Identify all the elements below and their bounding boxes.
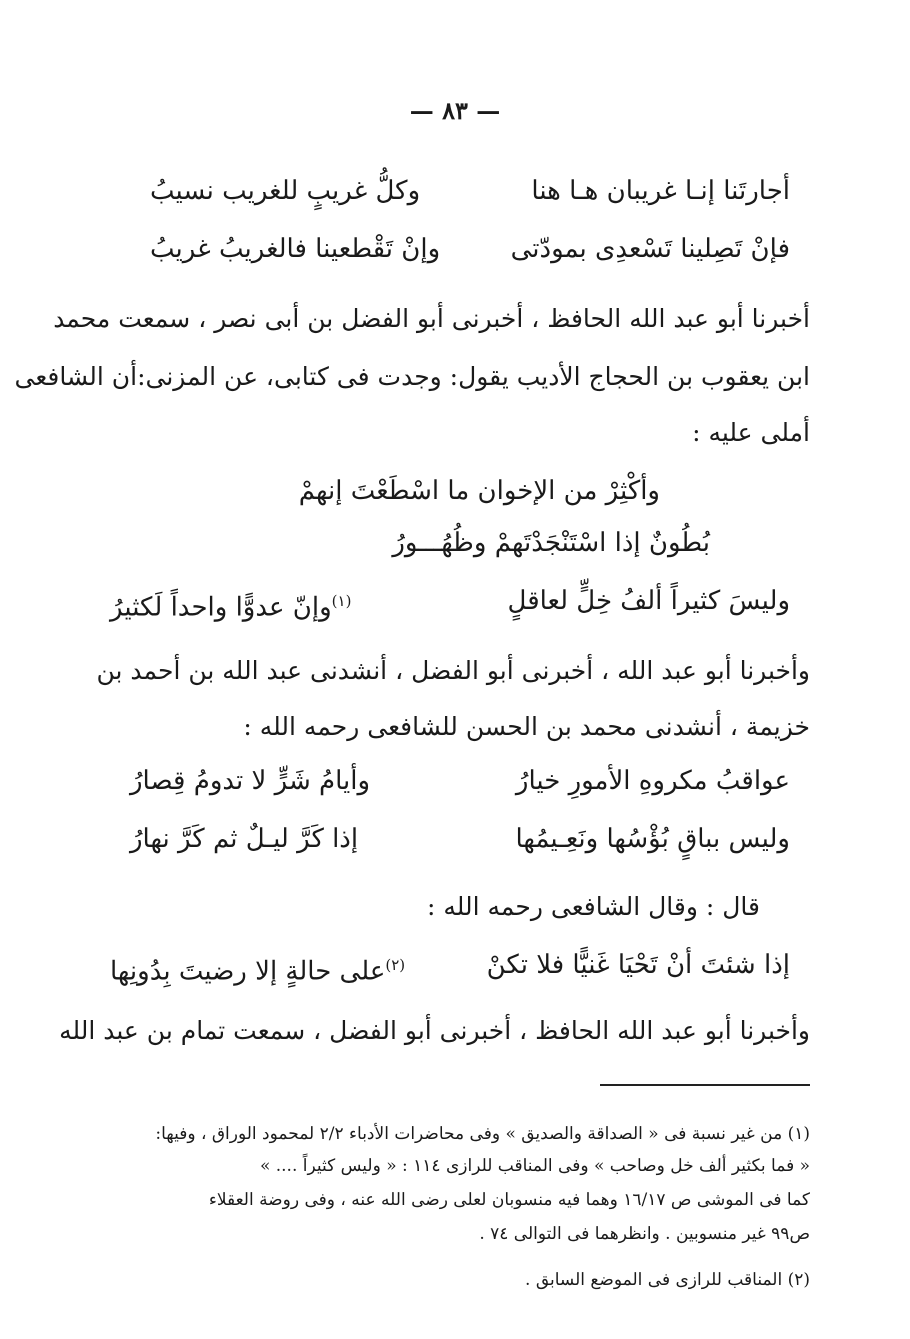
verse-first-hemistich: فإنْ تَصِلينا تَسْعدِى بمودّتى bbox=[510, 234, 790, 264]
prose-line: أخبرنا أبو عبد الله الحافظ ، أخبرنى أبو الفضل بن أبى نصر ، سمعت محمد bbox=[53, 304, 810, 333]
footnote-line: (٢) المناقب للرازى فى الموضع السابق . bbox=[525, 1270, 810, 1290]
footnote-marker: (٢) bbox=[385, 956, 406, 974]
prose-line: وأخبرنا أبو عبد الله الحافظ ، أخبرنى أبو الفضل ، سمعت تمام بن عبد الله bbox=[59, 1016, 810, 1045]
prose-line: وأخبرنا أبو عبد الله ، أخبرنى أبو الفضل ، أنشدنى عبد الله بن أحمد بن bbox=[96, 656, 810, 685]
verse-line bbox=[150, 228, 790, 270]
verse-second-hemistich: وكلُّ غريبٍ للغريب نسيبُ bbox=[150, 176, 421, 206]
verse-second-hemistich: وإنْ تَقْطعينا فالغريبُ غريبُ bbox=[150, 234, 441, 264]
prose-line: خزيمة ، أنشدنى محمد بن الحسن للشافعى رحمه الله : bbox=[243, 712, 810, 741]
prose-line: أملى عليه : bbox=[692, 418, 810, 447]
verse-line bbox=[110, 580, 790, 622]
verse-line: وأكْثِرْ من الإخوان ما اسْطَعْتَ إنهمْ bbox=[298, 476, 660, 506]
verse-first-hemistich: وليس بباقٍ بُؤْسُها ونَعِـيمُها bbox=[515, 824, 790, 854]
footnote-marker: (١) bbox=[331, 592, 352, 610]
verse-line bbox=[130, 818, 790, 860]
verse-first-hemistich: عواقبُ مكروهِ الأمورِ خيارُ bbox=[515, 766, 790, 796]
prose-line: ابن يعقوب بن الحجاج الأديب يقول: وجدت فى كتابى، عن المزنى:أن الشافعى bbox=[14, 362, 810, 391]
prose-line: قال : وقال الشافعى رحمه الله : bbox=[426, 892, 760, 921]
verse-second-hemistich bbox=[110, 580, 351, 629]
verse-second-hemistich: إذا كَرَّ ليـلٌ ثم كَرَّ نهارُ bbox=[130, 824, 359, 854]
footnote-line: ص٩٩ غير منسوبين . وانظرهما فى التوالى ٧٤ . bbox=[479, 1224, 810, 1244]
verse-line bbox=[130, 760, 790, 802]
footnote-line: كما فى الموشى ص ١٦/١٧ وهما فيه منسوبان لعلى رضى الله عنه ، وفى روضة العقلاء bbox=[208, 1190, 810, 1210]
verse-second-hemistich: وأيامُ شَرٍّ لا تدومُ قِصارُ bbox=[130, 766, 371, 796]
verse-line bbox=[150, 170, 790, 212]
footnote-line: (١) من غير نسبة فى « الصداقة والصديق » وفى محاضرات الأدباء ٢/٢ لمحمود الوراق ، وفيها: bbox=[155, 1124, 810, 1144]
verse-first-hemistich: إذا شئتَ أنْ تَحْيَا غَنيًّا فلا تكنْ bbox=[486, 950, 790, 980]
verse-line: بُطُونٌ إذا اسْتَنْجَدْتَهمْ وظُهُـــورُ bbox=[392, 528, 710, 558]
verse-second-hemistich bbox=[110, 944, 405, 993]
footnote-line: « فما بكثير ألف خل وصاحب » وفى المناقب للرازى ١١٤ : « وليس كثيراً .... » bbox=[259, 1156, 810, 1176]
verse-first-hemistich: أجارتَنا إنـا غريبان هـا هنا bbox=[531, 176, 790, 206]
verse-line bbox=[110, 944, 790, 986]
verse-text: وإنّ عدوًّا واحداً لَكثيرُ bbox=[110, 592, 332, 623]
footnote-divider bbox=[600, 1084, 810, 1086]
page-number: — ٨٣ — bbox=[409, 96, 501, 125]
verse-first-hemistich: وليسَ كثيراً ألفُ خِلٍّ لعاقلٍ bbox=[507, 586, 790, 616]
verse-text: على حالةٍ إلا رضيتَ بِدُونِها bbox=[110, 956, 386, 987]
